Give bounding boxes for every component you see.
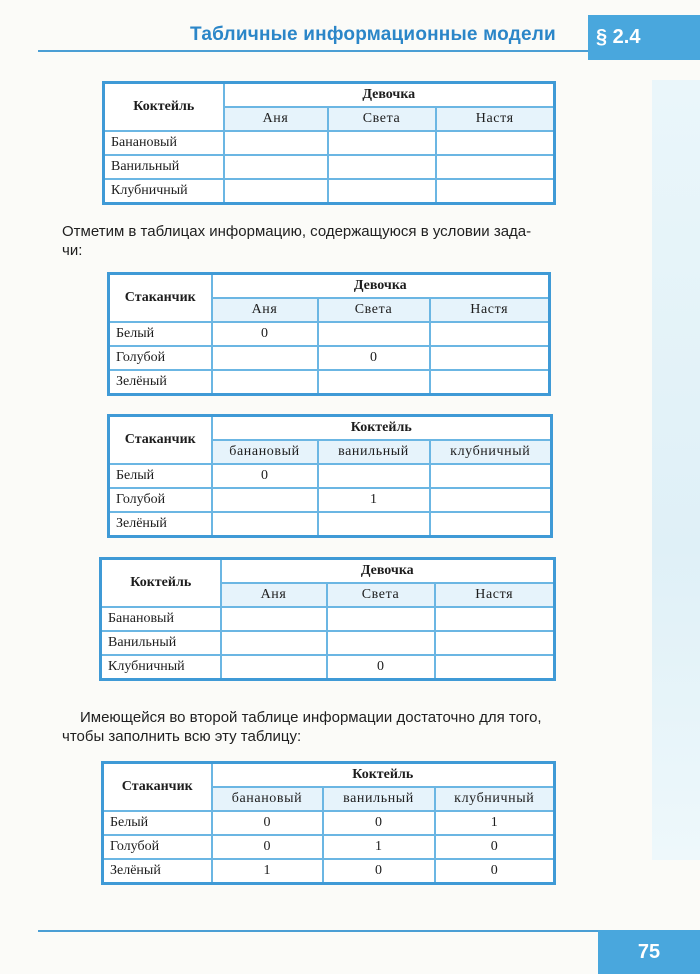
row-label: Ванильный [104,155,224,179]
page-number: 75 [598,930,700,974]
column-header: Аня [221,583,327,607]
table-cell [430,322,550,346]
table-cocktail-girl [99,557,556,681]
table-cell [318,464,430,488]
table-group-header: Девочка [221,559,555,584]
table-corner-header: Стаканчик [109,416,212,465]
table-cell [318,512,430,537]
table-cell [224,155,328,179]
table-cup-cocktail-filled [101,761,556,885]
column-header: ванильный [323,787,435,811]
table-row [103,811,555,835]
column-header: Света [327,583,435,607]
table-cell [435,631,555,655]
row-label: Банановый [101,607,221,631]
table-group-header: Коктейль [212,763,555,788]
row-label: Голубой [103,835,212,859]
column-header: Света [328,107,436,131]
paragraph-1 [62,222,622,260]
row-label: Ванильный [101,631,221,655]
table-cell [436,131,555,155]
table-cell: 1 [318,488,430,512]
chapter-title: Табличные информационные модели [190,24,556,45]
table-cell: 1 [212,859,323,884]
table-cell [318,370,430,395]
column-header: клубничный [435,787,555,811]
column-header: Света [318,298,430,322]
table-row [109,464,552,488]
table-cell [212,512,318,537]
table-group-header: Девочка [212,274,550,299]
table-cell: 0 [212,322,318,346]
table-cell [436,155,555,179]
table-row [104,179,555,204]
table-row [109,370,550,395]
footer-rule [38,930,598,932]
column-header: банановый [212,440,318,464]
table-row [101,631,555,655]
table-cell [435,607,555,631]
paragraph-line: Отметим в таблицах информацию, содержащуюся в условии зада- [62,223,532,240]
row-label: Зелёный [109,512,212,537]
table-row [104,155,555,179]
row-label: Зелёный [109,370,212,395]
table-cup-girl [107,272,551,396]
table-cell [430,370,550,395]
column-header: клубничный [430,440,552,464]
table-cell [212,346,318,370]
table-cell [328,179,436,204]
side-decoration [652,80,700,860]
table-cell: 0 [212,811,323,835]
table-row [109,346,550,370]
table-cup-cocktail [107,414,553,538]
table-corner-header: Стаканчик [103,763,212,812]
table-cell: 1 [435,811,555,835]
table-row [103,859,555,884]
table-cell: 0 [323,859,435,884]
row-label: Голубой [109,346,212,370]
table-cell: 0 [323,811,435,835]
row-label: Голубой [109,488,212,512]
paragraph-2 [62,708,624,746]
table-corner-header: Коктейль [101,559,221,608]
table-cell: 0 [435,835,555,859]
paragraph-line: Имеющейся во второй таблице информации достаточно для того, [80,709,542,726]
table-cell [435,655,555,680]
table-row [101,655,555,680]
table-cell [328,131,436,155]
table-cell [436,179,555,204]
table-cell [221,631,327,655]
table-corner-header: Коктейль [104,83,224,132]
table-corner-header: Стаканчик [109,274,212,323]
column-header: Аня [212,298,318,322]
table-cell [430,346,550,370]
column-header: Настя [435,583,555,607]
row-label: Клубничный [101,655,221,680]
table-row [103,835,555,859]
table-group-header: Коктейль [212,416,552,441]
table-cell: 0 [212,835,323,859]
column-header: банановый [212,787,323,811]
table-cell [221,607,327,631]
table-row [104,131,555,155]
table-cell [212,370,318,395]
table-cell [221,655,327,680]
table-cell: 0 [212,464,318,488]
table-cell: 0 [318,346,430,370]
row-label: Зелёный [103,859,212,884]
row-label: Белый [109,464,212,488]
column-header: Аня [224,107,328,131]
table-cell: 0 [435,859,555,884]
table-row [109,488,552,512]
table-group-header: Девочка [224,83,555,108]
table-cell [430,512,552,537]
table-cell [318,322,430,346]
table-cell [327,607,435,631]
paragraph-line: чи: [62,242,83,259]
row-label: Клубничный [104,179,224,204]
table-cell [224,131,328,155]
table-cell: 0 [327,655,435,680]
section-badge: § 2.4 [588,15,700,60]
row-label: Белый [109,322,212,346]
table-cell [224,179,328,204]
table-cell [430,488,552,512]
table-cell: 1 [323,835,435,859]
table-cell [430,464,552,488]
column-header: ванильный [318,440,430,464]
column-header: Настя [430,298,550,322]
table-cell [327,631,435,655]
column-header: Настя [436,107,555,131]
row-label: Банановый [104,131,224,155]
table-cell [212,488,318,512]
row-label: Белый [103,811,212,835]
table-row [101,607,555,631]
table-cell [328,155,436,179]
table-row [109,512,552,537]
table-cocktail-girl-empty [102,81,556,205]
paragraph-line: чтобы заполнить всю эту таблицу: [62,728,302,745]
table-row [109,322,550,346]
header-rule [38,50,588,52]
